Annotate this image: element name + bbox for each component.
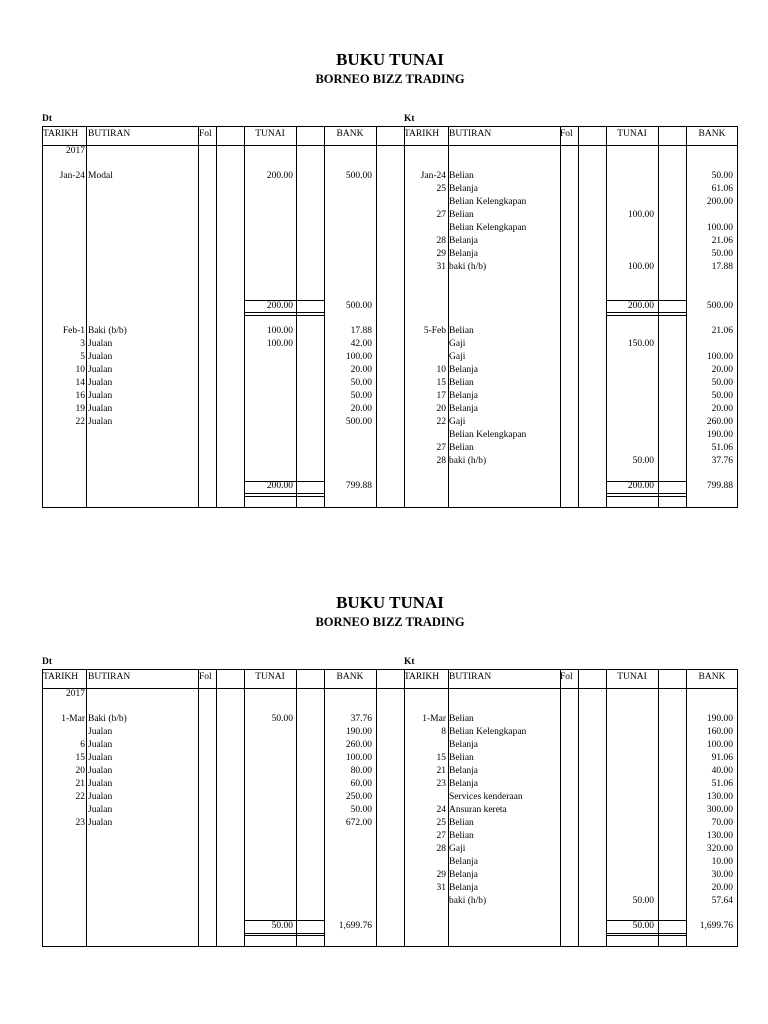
column-divider bbox=[737, 126, 738, 508]
credit-date: 28 bbox=[436, 844, 446, 854]
credit-description: Ansuran kereta bbox=[449, 805, 507, 815]
credit-date: 27 bbox=[436, 443, 446, 453]
column-divider bbox=[606, 126, 607, 508]
credit-bank-amount: 260.00 bbox=[706, 417, 733, 427]
column-divider bbox=[216, 126, 217, 508]
credit-description: Services kenderaan bbox=[449, 792, 523, 802]
company-name: BORNEO BIZZ TRADING bbox=[315, 72, 465, 86]
credit-cash-total: 200.00 bbox=[627, 301, 654, 311]
table-top-border bbox=[42, 126, 738, 127]
credit-bank-amount: 40.00 bbox=[711, 766, 733, 776]
credit-description: Belian Kelengkapan bbox=[449, 727, 527, 737]
credit-bank-amount: 51.06 bbox=[711, 779, 733, 789]
debit-date: 22 bbox=[75, 792, 85, 802]
debit-bank-amount: 260.00 bbox=[345, 740, 372, 750]
total-rule-double bbox=[244, 315, 324, 316]
debit-description: Jualan bbox=[88, 404, 113, 414]
debit-bank-amount: 60.00 bbox=[350, 779, 372, 789]
credit-description: Belian bbox=[449, 378, 474, 388]
debit-date: 19 bbox=[75, 404, 85, 414]
credit-bank-total: 500.00 bbox=[706, 301, 733, 311]
debit-description: Jualan bbox=[88, 779, 113, 789]
debit-description: Baki (b/b) bbox=[88, 326, 127, 336]
debit-bank-total: 500.00 bbox=[345, 301, 372, 311]
debit-bank-amount: 50.00 bbox=[350, 391, 372, 401]
column-header-fol: Fol bbox=[199, 672, 212, 682]
column-header-tunai: TUNAI bbox=[617, 129, 647, 139]
total-rule-double bbox=[244, 933, 324, 934]
credit-description: Belian bbox=[449, 171, 474, 181]
column-divider bbox=[324, 126, 325, 508]
credit-bank-amount: 50.00 bbox=[711, 171, 733, 181]
credit-description: Belanja bbox=[449, 740, 479, 750]
credit-description: Belian Kelengkapan bbox=[449, 197, 527, 207]
credit-bank-amount: 190.00 bbox=[706, 430, 733, 440]
debit-description: Jualan bbox=[88, 391, 113, 401]
credit-date: 25 bbox=[436, 184, 446, 194]
credit-description: Belanja bbox=[449, 249, 479, 259]
header-bottom-border bbox=[42, 688, 738, 689]
column-header-fol: Fol bbox=[560, 672, 573, 682]
credit-description: Belanja bbox=[449, 883, 479, 893]
credit-description: Belanja bbox=[449, 365, 479, 375]
debit-cash-total: 200.00 bbox=[266, 301, 293, 311]
debit-date: 10 bbox=[75, 365, 85, 375]
credit-description: Gaji bbox=[449, 844, 466, 854]
total-rule-double bbox=[244, 312, 324, 313]
credit-bank-amount: 50.00 bbox=[711, 378, 733, 388]
column-divider bbox=[86, 126, 87, 508]
debit-cash-amount: 100.00 bbox=[266, 339, 293, 349]
credit-bank-total: 799.88 bbox=[706, 481, 733, 491]
table-bottom-border bbox=[42, 946, 738, 947]
credit-description: Belanja bbox=[449, 779, 479, 789]
credit-description: Gaji bbox=[449, 339, 466, 349]
credit-bank-amount: 37.76 bbox=[711, 456, 733, 466]
debit-date: Feb-1 bbox=[62, 326, 85, 336]
credit-bank-amount: 70.00 bbox=[711, 818, 733, 828]
debit-date: 21 bbox=[75, 779, 85, 789]
column-divider bbox=[42, 669, 43, 947]
credit-description: Gaji bbox=[449, 352, 466, 362]
total-rule-double bbox=[606, 312, 687, 313]
credit-description: baki (h/b) bbox=[449, 896, 487, 906]
credit-bank-amount: 91.06 bbox=[711, 753, 733, 763]
credit-description: Belian bbox=[449, 326, 474, 336]
column-header-butiran: BUTIRAN bbox=[449, 129, 492, 139]
company-name: BORNEO BIZZ TRADING bbox=[315, 615, 465, 629]
credit-date: 31 bbox=[436, 262, 446, 272]
total-rule-double bbox=[606, 496, 687, 497]
debit-bank-amount: 42.00 bbox=[350, 339, 372, 349]
page-title: BUKU TUNAI bbox=[336, 50, 444, 69]
debit-bank-amount: 100.00 bbox=[345, 352, 372, 362]
column-divider bbox=[578, 126, 579, 508]
debit-date: 20 bbox=[75, 766, 85, 776]
debit-label: Dt bbox=[42, 657, 53, 667]
column-header-tarikh: TARIKH bbox=[43, 129, 79, 139]
credit-bank-amount: 100.00 bbox=[706, 223, 733, 233]
credit-description: Belanja bbox=[449, 857, 479, 867]
debit-date: 16 bbox=[75, 391, 85, 401]
total-rule-double bbox=[606, 933, 687, 934]
credit-date: 28 bbox=[436, 236, 446, 246]
debit-cash-amount: 200.00 bbox=[266, 171, 293, 181]
debit-bank-amount: 50.00 bbox=[350, 378, 372, 388]
credit-date: 15 bbox=[436, 378, 446, 388]
credit-bank-amount: 20.00 bbox=[711, 883, 733, 893]
debit-bank-total: 1,699.76 bbox=[338, 921, 372, 931]
column-header-bank: BANK bbox=[336, 129, 364, 139]
column-divider bbox=[216, 669, 217, 947]
column-divider bbox=[737, 669, 738, 947]
column-divider bbox=[244, 126, 245, 508]
debit-bank-amount: 17.88 bbox=[350, 326, 372, 336]
credit-date: 10 bbox=[436, 365, 446, 375]
credit-description: Belian bbox=[449, 210, 474, 220]
credit-label: Kt bbox=[404, 114, 415, 124]
credit-bank-amount: 21.06 bbox=[711, 236, 733, 246]
debit-bank-amount: 80.00 bbox=[350, 766, 372, 776]
column-header-butiran: BUTIRAN bbox=[88, 129, 131, 139]
debit-description: Jualan bbox=[88, 753, 113, 763]
credit-bank-amount: 50.00 bbox=[711, 391, 733, 401]
column-header-tunai: TUNAI bbox=[617, 672, 647, 682]
credit-date: 23 bbox=[436, 779, 446, 789]
debit-description: Jualan bbox=[88, 352, 113, 362]
credit-bank-amount: 51.06 bbox=[711, 443, 733, 453]
credit-date: 15 bbox=[436, 753, 446, 763]
credit-description: Belian Kelengkapan bbox=[449, 223, 527, 233]
credit-cash-amount: 150.00 bbox=[627, 339, 654, 349]
debit-bank-amount: 37.76 bbox=[350, 714, 372, 724]
debit-bank-total: 799.88 bbox=[345, 481, 372, 491]
credit-bank-amount: 50.00 bbox=[711, 249, 733, 259]
debit-bank-amount: 672.00 bbox=[345, 818, 372, 828]
column-header-bank: BANK bbox=[698, 672, 726, 682]
credit-date: 20 bbox=[436, 404, 446, 414]
credit-bank-amount: 61.06 bbox=[711, 184, 733, 194]
credit-date: 27 bbox=[436, 831, 446, 841]
credit-description: Belanja bbox=[449, 766, 479, 776]
column-header-tunai: TUNAI bbox=[255, 129, 285, 139]
credit-bank-amount: 20.00 bbox=[711, 365, 733, 375]
total-rule-double bbox=[244, 935, 324, 936]
credit-date: 29 bbox=[436, 870, 446, 880]
credit-date: 5-Feb bbox=[423, 326, 446, 336]
credit-cash-amount: 50.00 bbox=[632, 896, 654, 906]
credit-description: Belanja bbox=[449, 236, 479, 246]
column-divider bbox=[244, 669, 245, 947]
debit-bank-amount: 100.00 bbox=[345, 753, 372, 763]
credit-description: Gaji bbox=[449, 417, 466, 427]
column-divider bbox=[42, 126, 43, 508]
credit-date: 25 bbox=[436, 818, 446, 828]
debit-date: 5 bbox=[80, 352, 85, 362]
credit-cash-amount: 50.00 bbox=[632, 456, 654, 466]
column-header-tarikh: TARIKH bbox=[404, 672, 440, 682]
debit-date: 23 bbox=[75, 818, 85, 828]
debit-date: 15 bbox=[75, 753, 85, 763]
debit-date: 6 bbox=[80, 740, 85, 750]
column-header-fol: Fol bbox=[199, 129, 212, 139]
debit-bank-amount: 190.00 bbox=[345, 727, 372, 737]
credit-bank-amount: 20.00 bbox=[711, 404, 733, 414]
debit-cash-total: 50.00 bbox=[271, 921, 293, 931]
debit-date: Jan-24 bbox=[59, 171, 85, 181]
credit-date: Jan-24 bbox=[420, 171, 446, 181]
column-divider bbox=[198, 669, 199, 947]
credit-bank-amount: 30.00 bbox=[711, 870, 733, 880]
column-header-butiran: BUTIRAN bbox=[88, 672, 131, 682]
credit-description: Belian Kelengkapan bbox=[449, 430, 527, 440]
credit-bank-amount: 300.00 bbox=[706, 805, 733, 815]
debit-bank-amount: 20.00 bbox=[350, 365, 372, 375]
debit-date: 3 bbox=[80, 339, 85, 349]
debit-bank-amount: 20.00 bbox=[350, 404, 372, 414]
credit-date: 24 bbox=[436, 805, 446, 815]
year-label: 2017 bbox=[66, 689, 85, 699]
page-title: BUKU TUNAI bbox=[336, 593, 444, 612]
credit-cash-amount: 100.00 bbox=[627, 210, 654, 220]
debit-description: Jualan bbox=[88, 740, 113, 750]
debit-cash-amount: 50.00 bbox=[271, 714, 293, 724]
debit-cash-amount: 100.00 bbox=[266, 326, 293, 336]
credit-date: 27 bbox=[436, 210, 446, 220]
column-header-tarikh: TARIKH bbox=[404, 129, 440, 139]
debit-description: Jualan bbox=[88, 805, 113, 815]
column-header-butiran: BUTIRAN bbox=[449, 672, 492, 682]
credit-date: 31 bbox=[436, 883, 446, 893]
credit-bank-amount: 130.00 bbox=[706, 831, 733, 841]
debit-date: 14 bbox=[75, 378, 85, 388]
credit-bank-amount: 320.00 bbox=[706, 844, 733, 854]
total-rule-double bbox=[606, 315, 687, 316]
credit-bank-amount: 100.00 bbox=[706, 352, 733, 362]
column-header-tunai: TUNAI bbox=[255, 672, 285, 682]
credit-description: baki (h/b) bbox=[449, 456, 487, 466]
credit-date: 22 bbox=[436, 417, 446, 427]
column-divider bbox=[560, 126, 561, 508]
credit-description: Belanja bbox=[449, 391, 479, 401]
credit-description: baki (h/b) bbox=[449, 262, 487, 272]
credit-date: 28 bbox=[436, 456, 446, 466]
credit-bank-amount: 100.00 bbox=[706, 740, 733, 750]
debit-description: Jualan bbox=[88, 378, 113, 388]
debit-bank-amount: 500.00 bbox=[345, 171, 372, 181]
credit-date: 1-Mar bbox=[422, 714, 446, 724]
credit-description: Belian bbox=[449, 714, 474, 724]
credit-cash-total: 200.00 bbox=[627, 481, 654, 491]
debit-description: Baki (b/b) bbox=[88, 714, 127, 724]
debit-bank-amount: 50.00 bbox=[350, 805, 372, 815]
credit-description: Belanja bbox=[449, 870, 479, 880]
credit-bank-amount: 190.00 bbox=[706, 714, 733, 724]
debit-description: Jualan bbox=[88, 792, 113, 802]
credit-bank-amount: 57.64 bbox=[711, 896, 733, 906]
credit-bank-amount: 200.00 bbox=[706, 197, 733, 207]
total-rule-double bbox=[244, 496, 324, 497]
credit-description: Belian bbox=[449, 818, 474, 828]
credit-date: 17 bbox=[436, 391, 446, 401]
total-rule-double bbox=[244, 493, 324, 494]
credit-description: Belian bbox=[449, 753, 474, 763]
credit-bank-amount: 160.00 bbox=[706, 727, 733, 737]
credit-label: Kt bbox=[404, 657, 415, 667]
debit-bank-amount: 500.00 bbox=[345, 417, 372, 427]
column-divider bbox=[86, 669, 87, 947]
debit-label: Dt bbox=[42, 114, 53, 124]
debit-description: Jualan bbox=[88, 417, 113, 427]
column-header-fol: Fol bbox=[560, 129, 573, 139]
credit-date: 21 bbox=[436, 766, 446, 776]
debit-description: Jualan bbox=[88, 766, 113, 776]
total-rule-double bbox=[606, 935, 687, 936]
column-header-bank: BANK bbox=[698, 129, 726, 139]
credit-description: Belanja bbox=[449, 184, 479, 194]
debit-date: 1-Mar bbox=[61, 714, 85, 724]
total-rule-double bbox=[606, 493, 687, 494]
credit-bank-amount: 10.00 bbox=[711, 857, 733, 867]
table-top-border bbox=[42, 669, 738, 670]
credit-cash-total: 50.00 bbox=[632, 921, 654, 931]
debit-description: Jualan bbox=[88, 818, 113, 828]
column-divider bbox=[198, 126, 199, 508]
debit-bank-amount: 250.00 bbox=[345, 792, 372, 802]
debit-cash-total: 200.00 bbox=[266, 481, 293, 491]
debit-description: Jualan bbox=[88, 365, 113, 375]
credit-date: 8 bbox=[441, 727, 446, 737]
credit-bank-total: 1,699.76 bbox=[699, 921, 733, 931]
column-header-tarikh: TARIKH bbox=[43, 672, 79, 682]
debit-description: Modal bbox=[88, 171, 113, 181]
credit-description: Belian bbox=[449, 831, 474, 841]
credit-date: 29 bbox=[436, 249, 446, 259]
credit-bank-amount: 21.06 bbox=[711, 326, 733, 336]
column-header-bank: BANK bbox=[336, 672, 364, 682]
debit-description: Jualan bbox=[88, 727, 113, 737]
credit-description: Belian bbox=[449, 443, 474, 453]
debit-description: Jualan bbox=[88, 339, 113, 349]
credit-cash-amount: 100.00 bbox=[627, 262, 654, 272]
credit-description: Belanja bbox=[449, 404, 479, 414]
column-divider bbox=[296, 126, 297, 508]
debit-date: 22 bbox=[75, 417, 85, 427]
table-bottom-border bbox=[42, 507, 738, 508]
header-bottom-border bbox=[42, 145, 738, 146]
credit-bank-amount: 17.88 bbox=[711, 262, 733, 272]
year-label: 2017 bbox=[66, 146, 85, 156]
credit-bank-amount: 130.00 bbox=[706, 792, 733, 802]
